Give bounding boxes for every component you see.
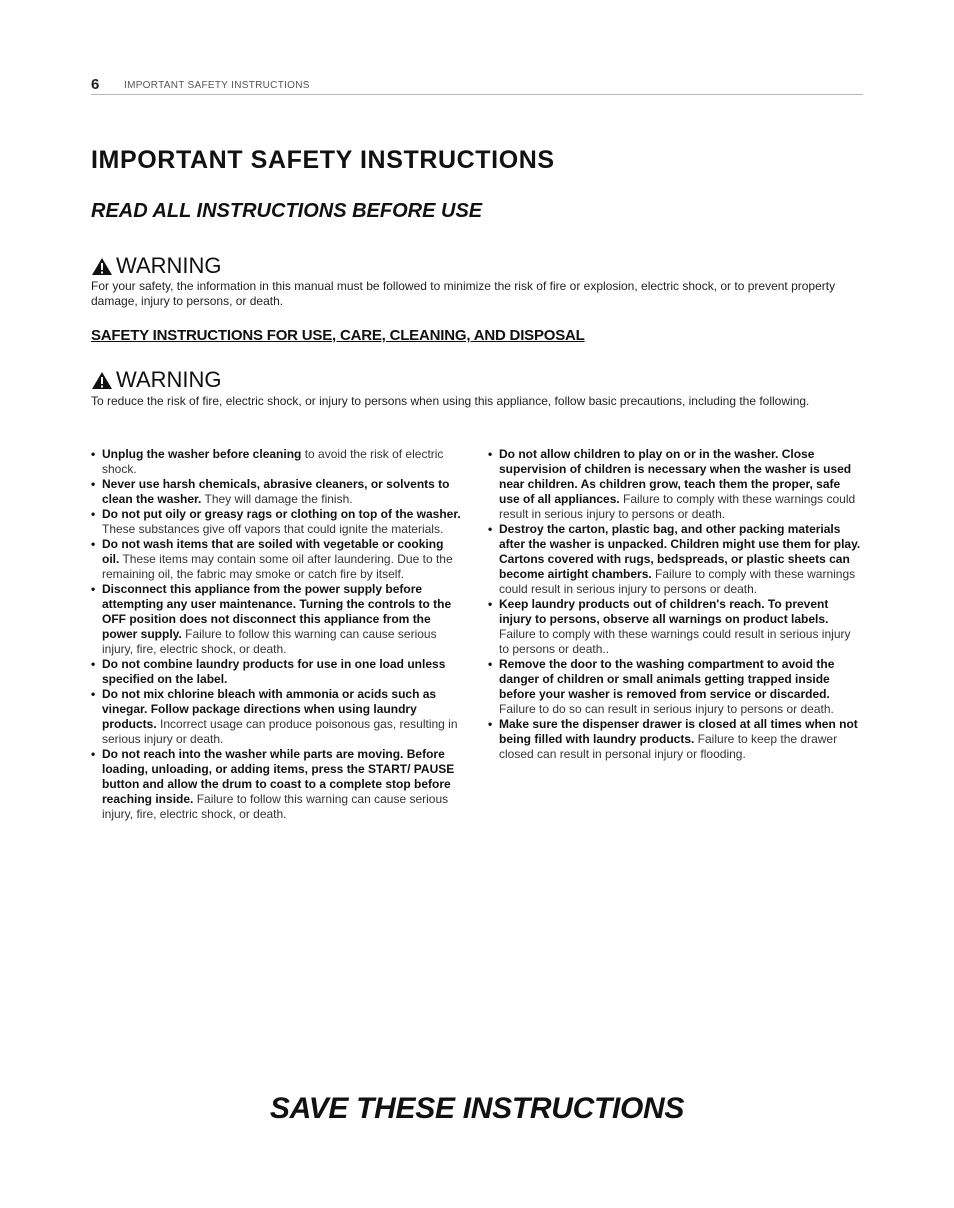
list-item [91, 747, 463, 822]
list-item [91, 687, 463, 747]
warning-heading-1 [91, 253, 222, 279]
item-text: These substances give off vapors that could ignite the materials. [102, 522, 444, 536]
page-number: 6 [91, 76, 100, 93]
warning-text-2: To reduce the risk of fire, electric shock, or injury to persons when using this appliance, follow basic precautions, including the following. [91, 394, 810, 408]
item-text: They will damage the finish. [201, 492, 353, 506]
list-item [488, 447, 863, 522]
list-item [91, 582, 463, 657]
warning-triangle-icon [91, 371, 113, 390]
item-bold-text: Destroy the carton, plastic bag, and other packing materials after the washer is unpacked. Children might use them for play. Cartons covered with rugs, bedspreads, or plastic sheets can become airtight chambers. [499, 522, 861, 581]
item-bold-text: Do not allow children to play on or in the washer. Close supervision of children is necessary when the washer is used near children. As children grow, teach them the proper, safe use of all appliances. [499, 447, 852, 506]
item-bold-text: Keep laundry products out of children's reach. To prevent injury to persons, observe all warnings on product labels. [499, 597, 829, 626]
list-item [91, 477, 463, 507]
warning-text-1: For your safety, the information in this manual must be followed to minimize the risk of fire or explosion, electric shock, or to prevent property damage, injury to persons, or death. [91, 279, 836, 308]
warning-label-1: WARNING [116, 253, 222, 278]
section-heading: SAFETY INSTRUCTIONS FOR USE, CARE, CLEANING, AND DISPOSAL [91, 327, 585, 344]
list-item [91, 537, 463, 582]
item-bold-text: Unplug the washer before cleaning [102, 447, 302, 461]
item-bold-text: Do not wash items that are soiled with vegetable or cooking oil. [102, 537, 444, 566]
item-text: These items may contain some oil after laundering. Due to the remaining oil, the fabric may smoke or catch fire by itself. [102, 552, 453, 581]
running-title: IMPORTANT SAFETY INSTRUCTIONS [124, 80, 310, 91]
save-instructions-footer: SAVE THESE INSTRUCTIONS [269, 1092, 685, 1125]
list-item [91, 657, 463, 687]
page-subtitle: READ ALL INSTRUCTIONS BEFORE USE [91, 200, 483, 222]
page-title: IMPORTANT SAFETY INSTRUCTIONS [91, 146, 555, 174]
item-text: Failure to do so can result in serious injury to persons or death. [499, 702, 834, 716]
item-text: Failure to keep the drawer closed can result in personal injury or flooding. [499, 732, 838, 761]
item-text: Failure to comply with these warnings could result in serious injury to persons or death. [499, 492, 856, 521]
item-bold-text: Never use harsh chemicals, abrasive cleaners, or solvents to clean the washer. [102, 477, 450, 506]
left-instruction-list [91, 447, 463, 822]
item-text: Incorrect usage can produce poisonous gas, resulting in serious injury or death. [102, 717, 458, 746]
item-bold-text: Do not put oily or greasy rags or clothing on top of the washer. [102, 507, 461, 521]
item-bold-text: Remove the door to the washing compartment to avoid the danger of children or small animals getting trapped inside before your washer is removed from service or discarded. [499, 657, 835, 701]
list-item [91, 447, 463, 477]
item-text: to avoid the risk of electric shock. [102, 447, 444, 476]
running-header [91, 76, 863, 95]
list-item [488, 597, 863, 657]
right-instruction-list [488, 447, 863, 762]
item-text: Failure to comply with these warnings could result in serious injury to persons or death.. [499, 627, 851, 656]
list-item [488, 657, 863, 717]
list-item [91, 507, 463, 537]
item-bold-text: Make sure the dispenser drawer is closed at all times when not being filled with laundry products. [499, 717, 858, 746]
item-bold-text: Do not combine laundry products for use in one load unless specified on the label. [102, 657, 446, 686]
item-text: Failure to comply with these warnings could result in serious injury to persons or death. [499, 567, 856, 596]
warning-label-2: WARNING [116, 367, 222, 392]
warning-triangle-icon [91, 257, 113, 276]
list-item [488, 522, 863, 597]
item-bold-text: Disconnect this appliance from the power supply before attempting any user maintenance. Turning the controls to the OFF position does not disconnect this appliance from the power supply. [102, 582, 452, 641]
item-bold-text: Do not reach into the washer while parts are moving. Before loading, unloading, or adding items, press the START/ PAUSE button and allow the drum to coast to a complete stop before reaching inside. [102, 747, 455, 806]
item-text: Failure to follow this warning can cause serious injury, fire, electric shock, or death. [102, 627, 437, 656]
item-bold-text: Do not mix chlorine bleach with ammonia or acids such as vinegar. Follow package directions when using laundry products. [102, 687, 437, 731]
item-text: Failure to follow this warning can cause serious injury, fire, electric shock, or death. [102, 792, 449, 821]
list-item [488, 717, 863, 762]
warning-heading-2 [91, 367, 222, 393]
